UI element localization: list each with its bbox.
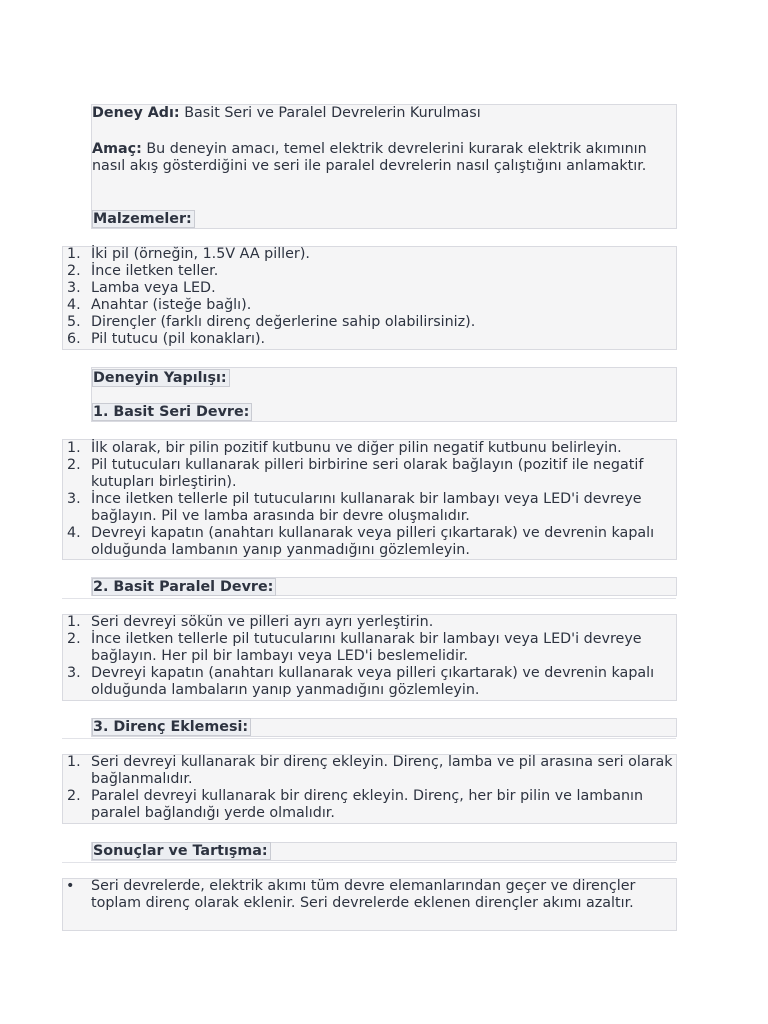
experiment-aim-value: Bu deneyin amacı, temel elektrik devrelerini kurarak elektrik akımının nasıl akış gösterdiğini ve seri ile paralel devrelerin nasıl çalıştığını anlamaktır.: [92, 141, 647, 174]
resistor-heading: 3. Direnç Eklemesi:: [92, 718, 251, 736]
list-item: 2. Pil tutucuları kullanarak pilleri birbirine seri olarak bağlayın (pozitif ile negatif kutupları birleştirin).: [67, 457, 644, 490]
experiment-name-value: Basit Seri ve Paralel Devrelerin Kurulması: [179, 105, 481, 121]
series-list: [62, 440, 676, 559]
parallel-heading: 2. Basit Paralel Devre:: [92, 578, 276, 596]
series-heading-row: [92, 403, 676, 421]
resistor-heading-row: [92, 718, 676, 736]
materials-heading: Malzemeler:: [92, 210, 195, 228]
list-item: • Seri devrelerde, elektrik akımı tüm devre elemanlarından geçer ve dirençler toplam direnç olarak eklenir. Seri devrelerde eklenen dirençler akımı azaltır.: [66, 878, 636, 911]
resistor-list: [62, 754, 676, 822]
divider: [62, 862, 676, 863]
divider: [62, 598, 676, 599]
list-item: 1. Seri devreyi kullanarak bir direnç ekleyin. Direnç, lamba ve pil arasına seri olarak bağlanmalıdır.: [67, 754, 673, 787]
materials-list: [62, 246, 676, 348]
list-item: 5. Dirençler (farklı direnç değerlerine sahip olabilirsiniz).: [67, 314, 476, 330]
list-item: 4. Anahtar (isteğe bağlı).: [67, 297, 252, 313]
list-item: 1. Seri devreyi sökün ve pilleri ayrı ayrı yerleştirin.: [67, 614, 434, 630]
list-item: 2. İnce iletken teller.: [67, 263, 219, 279]
procedure-heading: Deneyin Yapılışı:: [92, 369, 230, 387]
list-item: 2. Paralel devreyi kullanarak bir direnç ekleyin. Direnç, her bir pilin ve lambanın paralel bağlandığı yerde olmalıdır.: [67, 788, 644, 821]
list-item: 2. İnce iletken tellerle pil tutucularını kullanarak bir lambayı veya LED'i devreye bağlayın. Her pil bir lambayı veya LED'i beslemelidir.: [67, 631, 642, 664]
list-item: 6. Pil tutucu (pil konakları).: [67, 331, 266, 347]
experiment-name-label: Deney Adı:: [92, 105, 180, 121]
list-item: 3. Lamba veya LED.: [67, 280, 216, 296]
experiment-aim: [92, 141, 676, 175]
list-item: 3. İnce iletken tellerle pil tutucularını kullanarak bir lambayı veya LED'i devreye bağlayın. Pil ve lamba arasında bir devre oluşmalıdır.: [67, 491, 642, 524]
list-item: 3. Devreyi kapatın (anahtarı kullanarak veya pilleri çıkartarak) ve devrenin kapalı olduğunda lambaların yanıp yanmadığını gözlemleyin.: [67, 665, 655, 698]
results-heading: Sonuçlar ve Tartışma:: [92, 842, 271, 860]
experiment-name: [92, 105, 676, 122]
list-item: 1. İlk olarak, bir pilin pozitif kutbunu ve diğer pilin negatif kutbunu belirleyin.: [67, 440, 622, 456]
materials-heading-row: [92, 210, 676, 228]
series-heading: 1. Basit Seri Devre:: [92, 403, 252, 421]
results-heading-row: [92, 842, 676, 860]
divider: [62, 738, 676, 739]
results-list: [62, 878, 676, 912]
bullet-icon: •: [66, 878, 75, 894]
list-item: 4. Devreyi kapatın (anahtarı kullanarak veya pilleri çıkartarak) ve devrenin kapalı olduğunda lambanın yanıp yanmadığını gözlemleyin.: [67, 525, 655, 558]
parallel-list: [62, 614, 676, 699]
parallel-heading-row: [92, 578, 676, 596]
procedure-heading-row: [92, 369, 676, 387]
experiment-aim-label: Amaç:: [92, 141, 142, 157]
list-item: 1. İki pil (örneğin, 1.5V AA piller).: [67, 246, 310, 262]
